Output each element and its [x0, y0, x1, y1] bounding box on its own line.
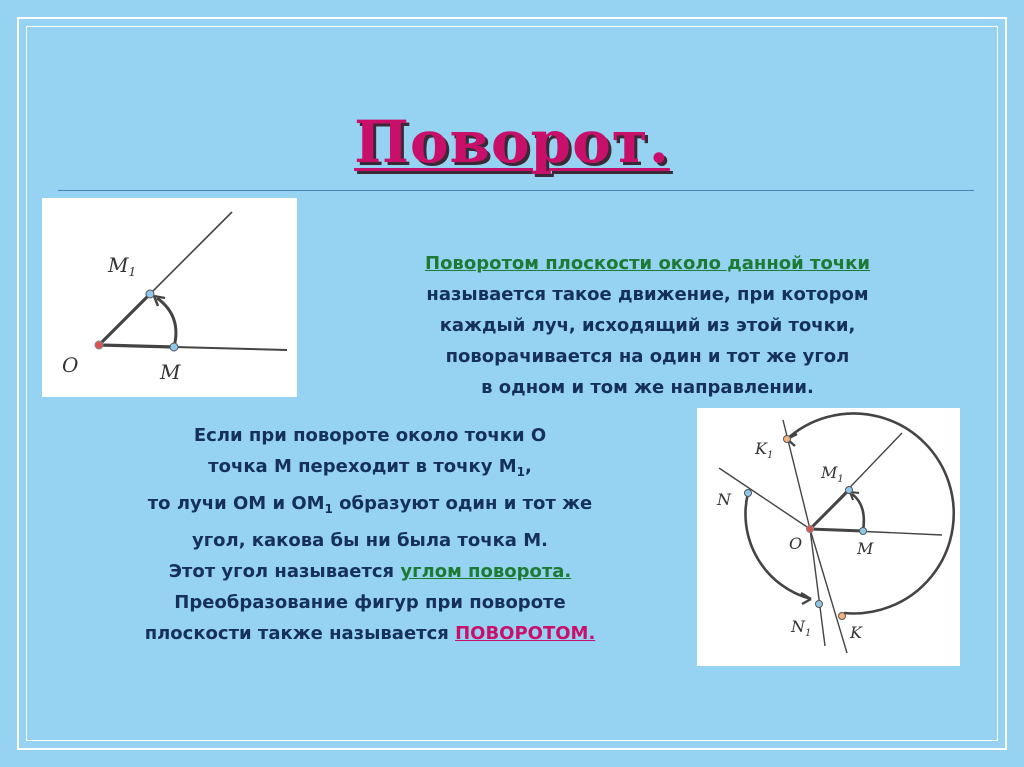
- explanation-line-7: плоскости также называется ПОВОРОТОМ.: [144, 623, 596, 644]
- label-m1: $M_1$: [108, 253, 137, 279]
- arc-k-to-k1: [787, 413, 954, 613]
- definition-line-3: поворачивается на один и тот же угол: [445, 346, 850, 367]
- explanation-line-5: Этот угол называется углом поворота.: [168, 561, 572, 582]
- point-k1: [784, 436, 791, 443]
- point-k: [839, 613, 846, 620]
- segment-om: [99, 345, 174, 347]
- figure-rotation-examples: [697, 408, 960, 666]
- point-m1: [846, 487, 853, 494]
- title-divider: [58, 190, 974, 191]
- term-rotation: ПОВОРОТОМ.: [455, 623, 596, 644]
- label-m1: $M_1$: [821, 463, 844, 485]
- explanation-text: [40, 420, 700, 649]
- segment-om: [810, 529, 863, 531]
- slide-title: Поворот.: [354, 108, 670, 176]
- point-m: [860, 528, 867, 535]
- label-o: O: [789, 534, 803, 553]
- point-o: [807, 526, 814, 533]
- definition-line-1: называется такое движение, при котором: [426, 284, 869, 305]
- label-n1: $N_1$: [791, 617, 812, 639]
- explanation-line-1: Если при повороте около точки О: [193, 425, 547, 446]
- figure-rotation-angle: [42, 198, 297, 397]
- definition-text: [300, 248, 995, 403]
- point-m: [170, 343, 178, 351]
- point-o: [95, 341, 103, 349]
- definition-term: Поворотом плоскости около данной точки: [425, 253, 870, 274]
- label-m: M: [160, 360, 181, 384]
- label-k: K: [850, 623, 862, 642]
- point-m1: [146, 290, 154, 298]
- ray-ok: [810, 529, 847, 653]
- point-n1: [816, 601, 823, 608]
- label-n: N: [717, 490, 731, 509]
- definition-line-4: в одном и том же направлении.: [481, 377, 814, 398]
- explanation-line-6: Преобразование фигур при повороте: [174, 592, 566, 613]
- term-rotation-angle: углом поворота.: [400, 561, 572, 582]
- label-k1: $K_1$: [755, 439, 774, 461]
- explanation-line-2: точка М переходит в точку $М_1$,: [208, 456, 532, 479]
- segment-om1: [810, 490, 849, 529]
- ray-on: [719, 468, 810, 529]
- label-m: M: [857, 539, 874, 558]
- ray-on1: [810, 529, 825, 646]
- explanation-line-3: то лучи ОМ и $ОМ_1$ образуют один и тот же: [147, 493, 593, 516]
- explanation-line-4: угол, какова бы ни была точка М.: [192, 530, 548, 551]
- label-o: O: [62, 353, 79, 377]
- rotation-arc: [157, 298, 176, 347]
- point-n: [745, 490, 752, 497]
- segment-om1: [99, 294, 150, 345]
- definition-line-2: каждый луч, исходящий из этой точки,: [439, 315, 856, 336]
